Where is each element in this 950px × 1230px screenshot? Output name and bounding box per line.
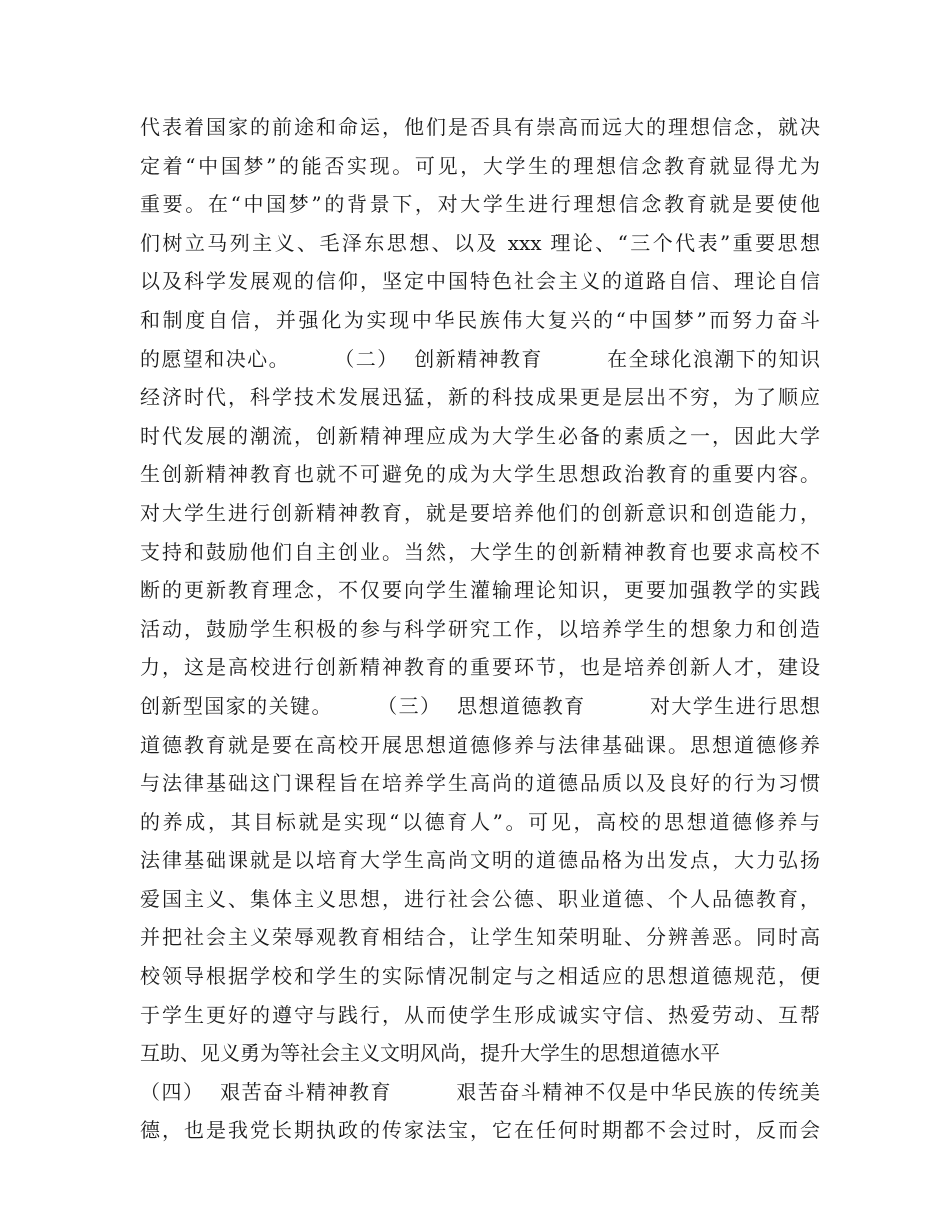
text-line: 的愿望和决心。 （二） 创新精神教育 在全球化浪潮下的知识 <box>140 346 820 371</box>
text-line: 法律基础课就是以培育大学生高尚文明的道德品格为出发点，大力弘扬 <box>140 848 820 873</box>
text-line: 创新型国家的关键。 （三） 思想道德教育 对大学生进行思想 <box>140 693 820 718</box>
text-line: 以及科学发展观的信仰，坚定中国特色社会主义的道路自信、理论自信 <box>140 269 820 294</box>
text-line: 们树立马列主义、毛泽东思想、以及 xxx 理论、“三个代表”重要思想 <box>140 230 820 255</box>
text-line: 支持和鼓励他们自主创业。当然，大学生的创新精神教育也要求高校不 <box>140 539 820 564</box>
text-line: 经济时代，科学技术发展迅猛，新的科技成果更是层出不穷，为了顺应 <box>140 385 820 410</box>
text-line: 爱国主义、集体主义思想，进行社会公德、职业道德、个人品德教育， <box>140 886 820 911</box>
text-line: 互助、见义勇为等社会主义文明风尚，提升大学生的思想道德水平 <box>140 1041 720 1066</box>
body-text <box>140 108 820 1150</box>
text-line: 对大学生进行创新精神教育，就是要培养他们的创新意识和创造能力， <box>140 500 820 525</box>
text-line: 力，这是高校进行创新精神教育的重要环节，也是培养创新人才，建设 <box>140 655 820 680</box>
text-line: 活动，鼓励学生积极的参与科学研究工作，以培养学生的想象力和创造 <box>140 616 820 641</box>
text-line: 与法律基础这门课程旨在培养学生高尚的道德品质以及良好的行为习惯 <box>140 771 820 796</box>
text-line: 并把社会主义荣辱观教育相结合，让学生知荣明耻、分辨善恶。同时高 <box>140 925 820 950</box>
text-line: 断的更新教育理念，不仅要向学生灌输理论知识，更要加强教学的实践 <box>140 578 820 603</box>
text-line: 定着“中国梦”的能否实现。可见，大学生的理想信念教育就显得尤为 <box>140 153 820 178</box>
text-line: 道德教育就是要在高校开展思想道德修养与法律基础课。思想道德修养 <box>140 732 820 757</box>
text-line: 生创新精神教育也就不可避免的成为大学生思想政治教育的重要内容。 <box>140 462 820 487</box>
text-line: 校领导根据学校和学生的实际情况制定与之相适应的思想道德规范，便 <box>140 964 820 989</box>
text-line: 德，也是我党长期执政的传家法宝，它在任何时期都不会过时，反而会 <box>140 1118 820 1143</box>
text-line: 代表着国家的前途和命运，他们是否具有崇高而远大的理想信念，就决 <box>140 115 820 139</box>
text-line: 的养成，其目标就是实现“以德育人”。可见，高校的思想道德修养与 <box>140 809 820 834</box>
text-line: 于学生更好的遵守与践行，从而使学生形成诚实守信、热爱劳动、互帮 <box>140 1002 820 1027</box>
text-line: （四） 艰苦奋斗精神教育 艰苦奋斗精神不仅是中华民族的传统美 <box>140 1079 820 1104</box>
text-line: 时代发展的潮流，创新精神理应成为大学生必备的素质之一，因此大学 <box>140 423 820 448</box>
text-line: 重要。在“中国梦”的背景下，对大学生进行理想信念教育就是要使他 <box>140 192 820 217</box>
text-line: 和制度自信，并强化为实现中华民族伟大复兴的“中国梦”而努力奋斗 <box>140 307 820 332</box>
